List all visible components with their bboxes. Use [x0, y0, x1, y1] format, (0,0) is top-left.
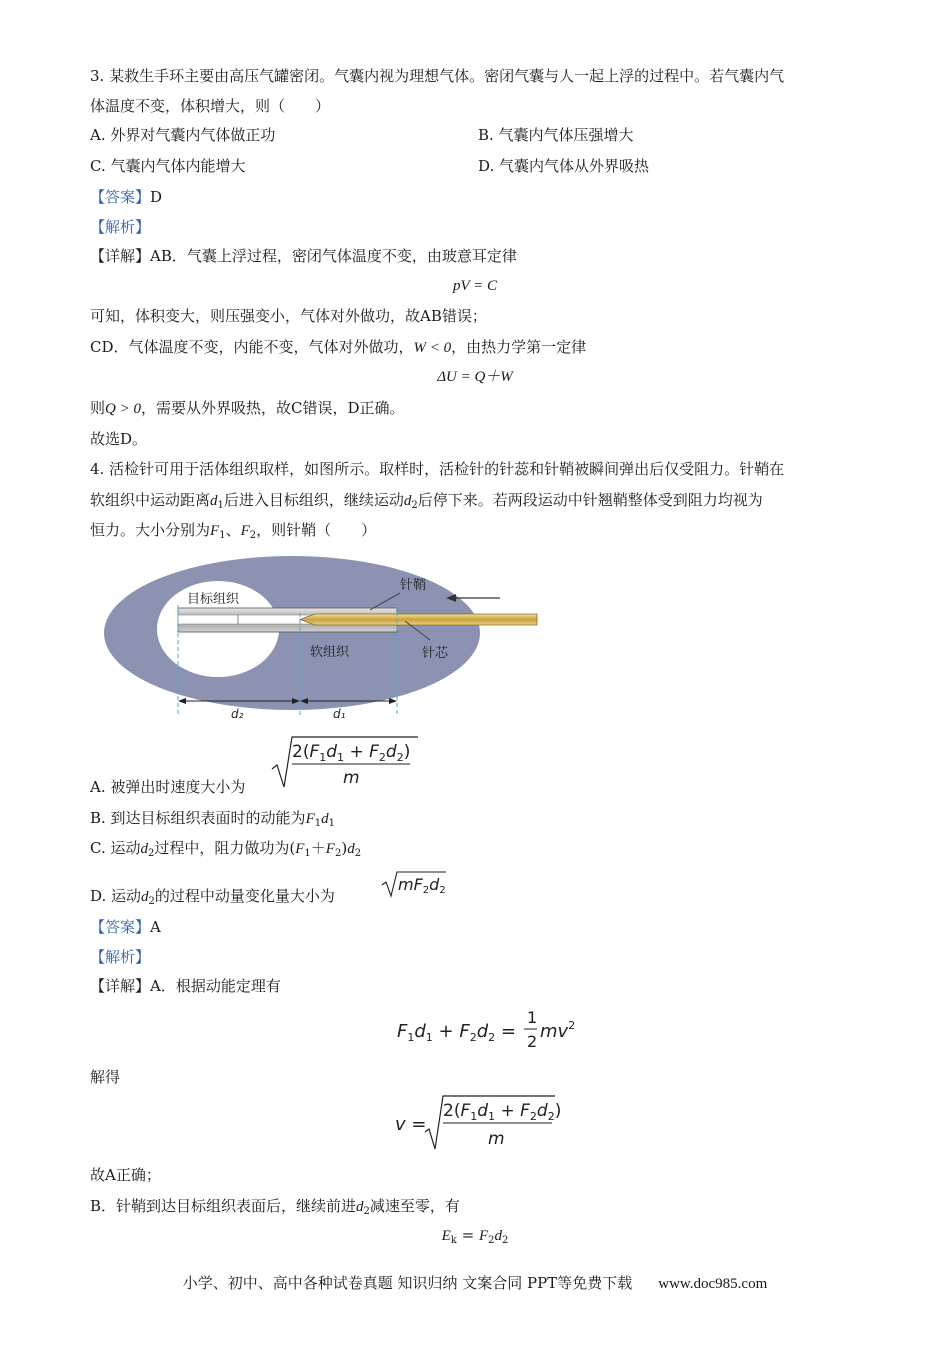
text-segment: 恒力。大小分别为 [90, 521, 211, 539]
footer-url[interactable]: www.doc985.com [658, 1276, 768, 1292]
q3-option-c: C. 气囊内气体内能增大 [90, 157, 246, 175]
svg-text:2: 2 [527, 1032, 538, 1051]
q4-option-d: D. 运动$d_2$的过程中动量变化量大小为 [90, 887, 335, 907]
text-segment: 后停下来。若两段运动中针翘鞘整体受到阻力均视为 [417, 491, 763, 509]
d1-label: d₁ [333, 707, 346, 721]
text-segment: 则 [90, 399, 106, 417]
work-energy-equation [395, 1005, 576, 1057]
q4-detail-b: B．针鞘到达目标组织表面后，继续前进$d_2$减速至零，有 [90, 1197, 460, 1217]
svg-text:v =: v = [395, 1114, 427, 1135]
q4-detail-line1: 【详解】A．根据动能定理有 [90, 977, 281, 995]
soft-tissue-label: 软组织 [310, 645, 350, 660]
biopsy-needle-figure [100, 555, 550, 725]
d2-label: d₂ [231, 707, 244, 721]
text-segment: 的过程中动量变化量大小为 [154, 887, 335, 905]
q3-answer [90, 187, 162, 207]
target-tissue-label: 目标组织 [187, 592, 240, 607]
svg-text:2(F1d1 + F2d2): $2(F_1d_1 + F_2d_2)$ [443, 1101, 562, 1123]
text-segment: 过程中，阻力做功为 [154, 839, 290, 857]
q3-formula-first-law: ΔU = Q＋W [437, 369, 513, 385]
answer-value: D [150, 188, 163, 206]
q3-option-b: B. 气囊内气体压强增大 [478, 126, 634, 144]
footer-text: 小学、初中、高中各种试卷真题 知识归纳 文案合同 PPT等免费下载 [182, 1274, 633, 1292]
q3-stem-line2: 体温度不变，体积增大，则（ ） [90, 97, 331, 115]
q3-option-d: D. 气囊内气体从外界吸热 [478, 157, 650, 175]
q3-formula-boyle: pV = C [452, 278, 498, 294]
text-segment: ，需要从外界吸热，故C错误，D正确。 [140, 399, 405, 417]
text-segment: D. 运动 [90, 887, 142, 905]
answer-tag: 【答案】 [90, 918, 151, 936]
q4-option-a: A. 被弹出时速度大小为 [90, 778, 246, 796]
core-label: 针芯 [422, 646, 449, 661]
svg-text:F1d1 + F2d2 =: $F_1d_1 + F_2d_2$ = [397, 1021, 516, 1044]
text-segment: 软组织中运动距离 [90, 491, 211, 509]
q4-formula-ek: $E_k = F_2d_2$ [441, 1226, 509, 1246]
q4-option-c: C. 运动$d_2$过程中，阻力做功为$(F_1+F_2)d_2$ [90, 839, 362, 859]
q4-stem-line1: 4. 活检针可用于活体组织取样，如图所示。取样时，活检针的针蕊和针鞘被瞬间弹出后仅受阻力。针鞘在 [90, 460, 785, 478]
svg-text:1: 1 [527, 1008, 538, 1027]
q3-detail-line2: 可知，体积变大，则压强变小，气体对外做功，故AB错误； [90, 307, 487, 325]
q3-detail-line1: 【详解】AB．气囊上浮过程，密闭气体温度不变，由玻意耳定律 [90, 247, 517, 265]
text-segment: 后进入目标组织，继续运动 [223, 491, 404, 509]
q3-detail-line4 [90, 398, 405, 419]
text-segment: B. 到达目标组织表面时的动能为 [90, 809, 306, 827]
d1-arrow-right [389, 698, 397, 704]
math-q: Q > 0 [105, 401, 141, 417]
q4-analysis-tag: 【解析】 [90, 948, 151, 966]
q3-stem-line1: 3. 某救生手环主要由高压气罐密闭。气囊内视为理想气体。密闭气囊与人一起上浮的过程中。若气囊内气 [90, 67, 785, 85]
q4-stem-line3: 恒力。大小分别为$F_1$、$F_2$，则针鞘（ ） [90, 521, 377, 541]
sheath-label: 针鞘 [400, 578, 427, 593]
page-footer [0, 1272, 950, 1293]
needle-core [300, 614, 537, 625]
answer-tag: 【答案】 [90, 188, 151, 206]
svg-text:mF2d2: mF2d2 [398, 875, 446, 896]
text-segment: CD．气体温度不变，内能不变，气体对外做功， [90, 338, 414, 356]
option-d-formula [380, 869, 450, 899]
q3-detail-line3 [90, 337, 586, 358]
text-segment: 减速至零，有 [369, 1197, 460, 1215]
q3-analysis-tag: 【解析】 [90, 218, 151, 236]
d2-arrow-left [178, 698, 186, 704]
answer-value: A [150, 918, 161, 936]
q4-solve-label: 解得 [90, 1068, 121, 1086]
q4-option-b: B. 到达目标组织表面时的动能为$F_1d_1$ [90, 809, 335, 829]
text-segment: B．针鞘到达目标组织表面后，继续前进 [90, 1197, 357, 1215]
q3-conclusion: 故选D。 [90, 430, 148, 448]
q3-option-a: A. 外界对气囊内气体做正功 [90, 126, 276, 144]
text-segment: C. 运动 [90, 839, 141, 857]
svg-text:mv2: $mv^2$ [540, 1019, 576, 1042]
svg-text:m: m [488, 1129, 505, 1149]
svg-text:m: m [343, 768, 360, 788]
svg-text:2(F1d1 + F2d2): $2(F_1d_1 + F_2d_2)$ [292, 742, 411, 764]
math-w: W < 0 [413, 340, 452, 356]
text-segment: ，则针鞘（ ） [256, 521, 377, 539]
velocity-equation [395, 1092, 560, 1154]
text-segment: ，由热力学第一定律 [451, 338, 587, 356]
q4-answer [90, 917, 161, 937]
option-a-formula [270, 733, 420, 793]
q4-stem-line2: 软组织中运动距离$d_1$后进入目标组织，继续运动$d_2$后停下来。若两段运动中针翘鞘整体受到阻力均视为 [90, 491, 763, 511]
q4-conclusion-a: 故A正确； [90, 1166, 161, 1184]
